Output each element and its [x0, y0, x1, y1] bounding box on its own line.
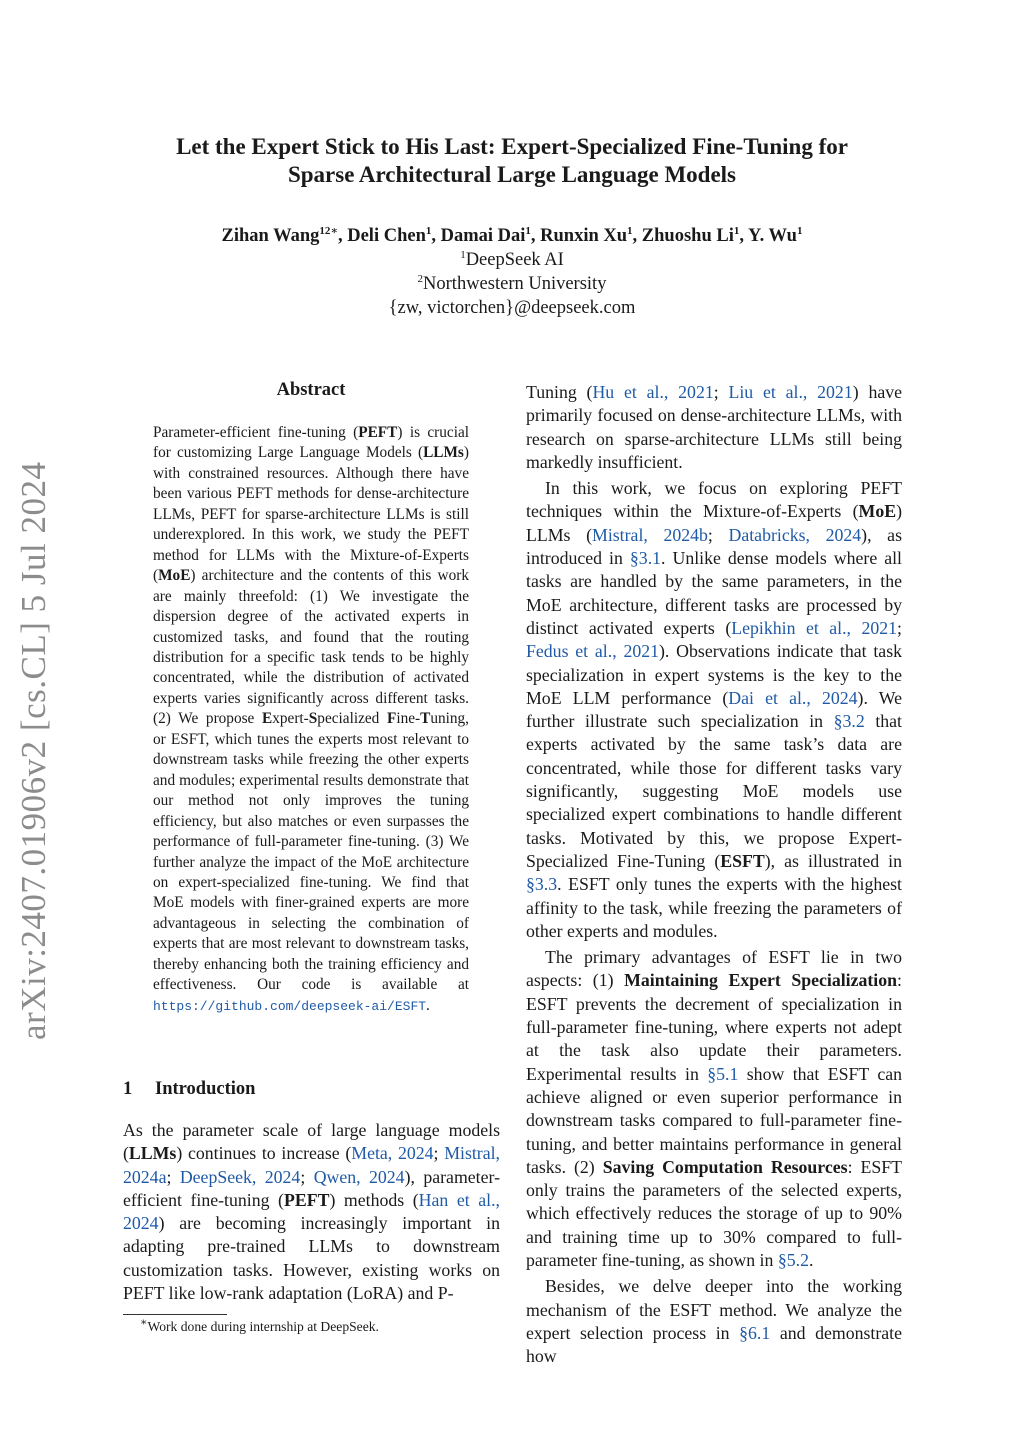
code-link[interactable]: https://github.com/deepseek-ai/ESFT	[153, 998, 427, 1014]
citation-link[interactable]: DeepSeek, 2024	[179, 1166, 301, 1187]
paragraph: Besides, we delve deeper into the working mechanism of the ESFT method. We analyze the expert selection process in §6.1 and demonstrate how	[526, 1276, 902, 1367]
citation-link[interactable]: Lepikhin et al., 2021	[731, 617, 898, 638]
affiliation: $^2$Northwestern University	[417, 272, 607, 294]
paragraph: The primary advantages of ESFT lie in two aspects: (1) Maintaining Expert Specialization: ESFT prevents the decrement of specialization in full-parameter fine-tuning, where experts not adept at the task also update their parameters. Experimental results in §5.1 show that ESFT can achieve aligned or even superior performance in downstream tasks compared to full-parameter fine-tuning, and better maintains performance in general tasks. (2) Saving Computation Resources: ESFT only trains the parameters of the selected experts, which effectively reduces the storage of up to 90% and training time up to 30% compared to full-parameter fine-tuning, as shown in §5.2.	[526, 947, 903, 1270]
right-column	[526, 381, 902, 1368]
citation-link[interactable]: Fedus et al., 2021	[526, 641, 660, 662]
section-ref-link[interactable]: §3.1	[629, 548, 662, 569]
section-heading: 1 Introduction	[123, 1079, 256, 1099]
section-ref-link[interactable]: §3.2	[833, 711, 865, 732]
author: Deli Chen$^1$	[347, 224, 432, 246]
citation-link[interactable]: Mistral, 2024b	[592, 524, 708, 545]
section-ref-link[interactable]: §3.3	[526, 874, 558, 895]
author-email: {zw, victorchen}@deepseek.com	[388, 298, 636, 318]
citation-link[interactable]: Meta, 2024	[351, 1143, 434, 1164]
citation-link[interactable]: Qwen, 2024	[313, 1166, 405, 1187]
section-ref-link[interactable]: §6.1	[739, 1322, 771, 1343]
citation-link[interactable]: Databricks, 2024	[728, 524, 862, 545]
citation-link[interactable]: Liu et al., 2021	[728, 382, 853, 402]
arxiv-id: arXiv:2407.01906v2 [cs.CL] 5 Jul 2024	[14, 461, 53, 1040]
affiliation: $^1$DeepSeek AI	[460, 248, 564, 270]
paragraph: In this work, we focus on exploring PEFT techniques within the Mixture-of-Experts (MoE) LLMs (Mistral, 2024b; Databricks, 2024), as introduced in §3.1. Unlike dense models where all tasks are handled by the same parameters, in the MoE architecture, different tasks are processed by distinct activated experts (Lepikhin et al., 2021; Fedus et al., 2021). Observations indicate that task specialization in expert systems is the key to the MoE LLM performance (Dai et al., 2024). We further illustrate such specialization in §3.2 that experts activated by the same task’s data are concentrated, while those for different tasks vary significantly, suggesting MoE models use specialized expert combinations to handle different tasks. Motivated by this, we propose Expert-Specialized Fine-Tuning (ESFT), as illustrated in §3.3. ESFT only tunes the experts with the highest affinity to the task, while freezing the parameters of other experts and modules.	[526, 478, 903, 941]
paragraph: Tuning (Hu et al., 2021; Liu et al., 2021) have primarily focused on dense-architecture LLMs, with research on sparse-architecture LLMs still being markedly insufficient.	[526, 382, 903, 472]
citation-link[interactable]: Mistral, 2024a	[123, 1143, 500, 1187]
abstract-body: Parameter-efficient fine-tuning (PEFT) is crucial for customizing Large Language Models (LLMs) with constrained resources. Although there have been various PEFT methods for dense-architecture LLMs, PEFT for sparse-architecture LLMs is still underexplored. In this work, we study the PEFT method for LLMs with the Mixture-of-Experts (MoE) architecture and the contents of this work are mainly threefold: (1) We investigate the dispersion degree of the activated experts in customized tasks, and found that the routing distribution for a specific task tends to be highly concentrated, while the distribution of activated experts varies significantly across different tasks. (2) We propose Expert-Specialized Fine-Tuning, or ESFT, which tunes the experts most relevant to downstream tasks while freezing the other experts and modules; experimental results demonstrate that our method not only improves the tuning efficiency, but also matches or even surpasses the performance of full-parameter fine-tuning. (3) We further analyze the impact of the MoE architecture on expert-specialized fine-tuning. We find that MoE models with finer-grained experts are more advantageous in selecting the combination of experts that are most relevant to downstream tasks, thereby enhancing both the training efficiency and effectiveness. Our code is available at https://github.com/deepseek-ai/ESFT.	[153, 424, 470, 1014]
author: Runxin Xu$^1$	[540, 224, 633, 246]
author: Zihan Wang$^{12∗}$	[221, 224, 338, 246]
section-ref-link[interactable]: §5.1	[707, 1063, 739, 1084]
citation-link[interactable]: Dai et al., 2024	[728, 687, 858, 708]
footnote-rule	[123, 1314, 227, 1315]
author: Damai Dai$^1$	[440, 224, 531, 246]
footnote: ∗Work done during internship at DeepSeek.	[140, 1316, 379, 1334]
title-line-1: Let the Expert Stick to His Last: Expert-Specialized Fine-Tuning for	[176, 134, 848, 159]
author-list: Zihan Wang$^{12∗}$, Deli Chen$^1$, Damai Dai$^1$, Runxin Xu$^1$, Zhuoshu Li$^1$, Y. Wu$^1$	[221, 224, 803, 246]
section-ref-link[interactable]: §5.2	[777, 1249, 809, 1270]
title-line-2: Sparse Architectural Large Language Models	[287, 162, 737, 187]
paper-title	[110, 133, 914, 189]
author: Y. Wu$^1$	[747, 224, 803, 246]
abstract-heading: Abstract	[276, 380, 346, 400]
intro-paragraph: As the parameter scale of large language models (LLMs) continues to increase (Meta, 2024; Mistral, 2024a; DeepSeek, 2024; Qwen, 2024), parameter-efficient fine-tuning (PEFT) methods (Han et al., 2024) are becoming increasingly important in adapting pre-trained LLMs to downstream customization tasks. However, existing works on PEFT like low-rank adaptation (LoRA) and P-	[123, 1120, 500, 1304]
author: Zhuoshu Li$^1$	[641, 224, 740, 246]
citation-link[interactable]: Han et al., 2024	[123, 1189, 500, 1234]
citation-link[interactable]: Hu et al., 2021	[592, 382, 714, 402]
